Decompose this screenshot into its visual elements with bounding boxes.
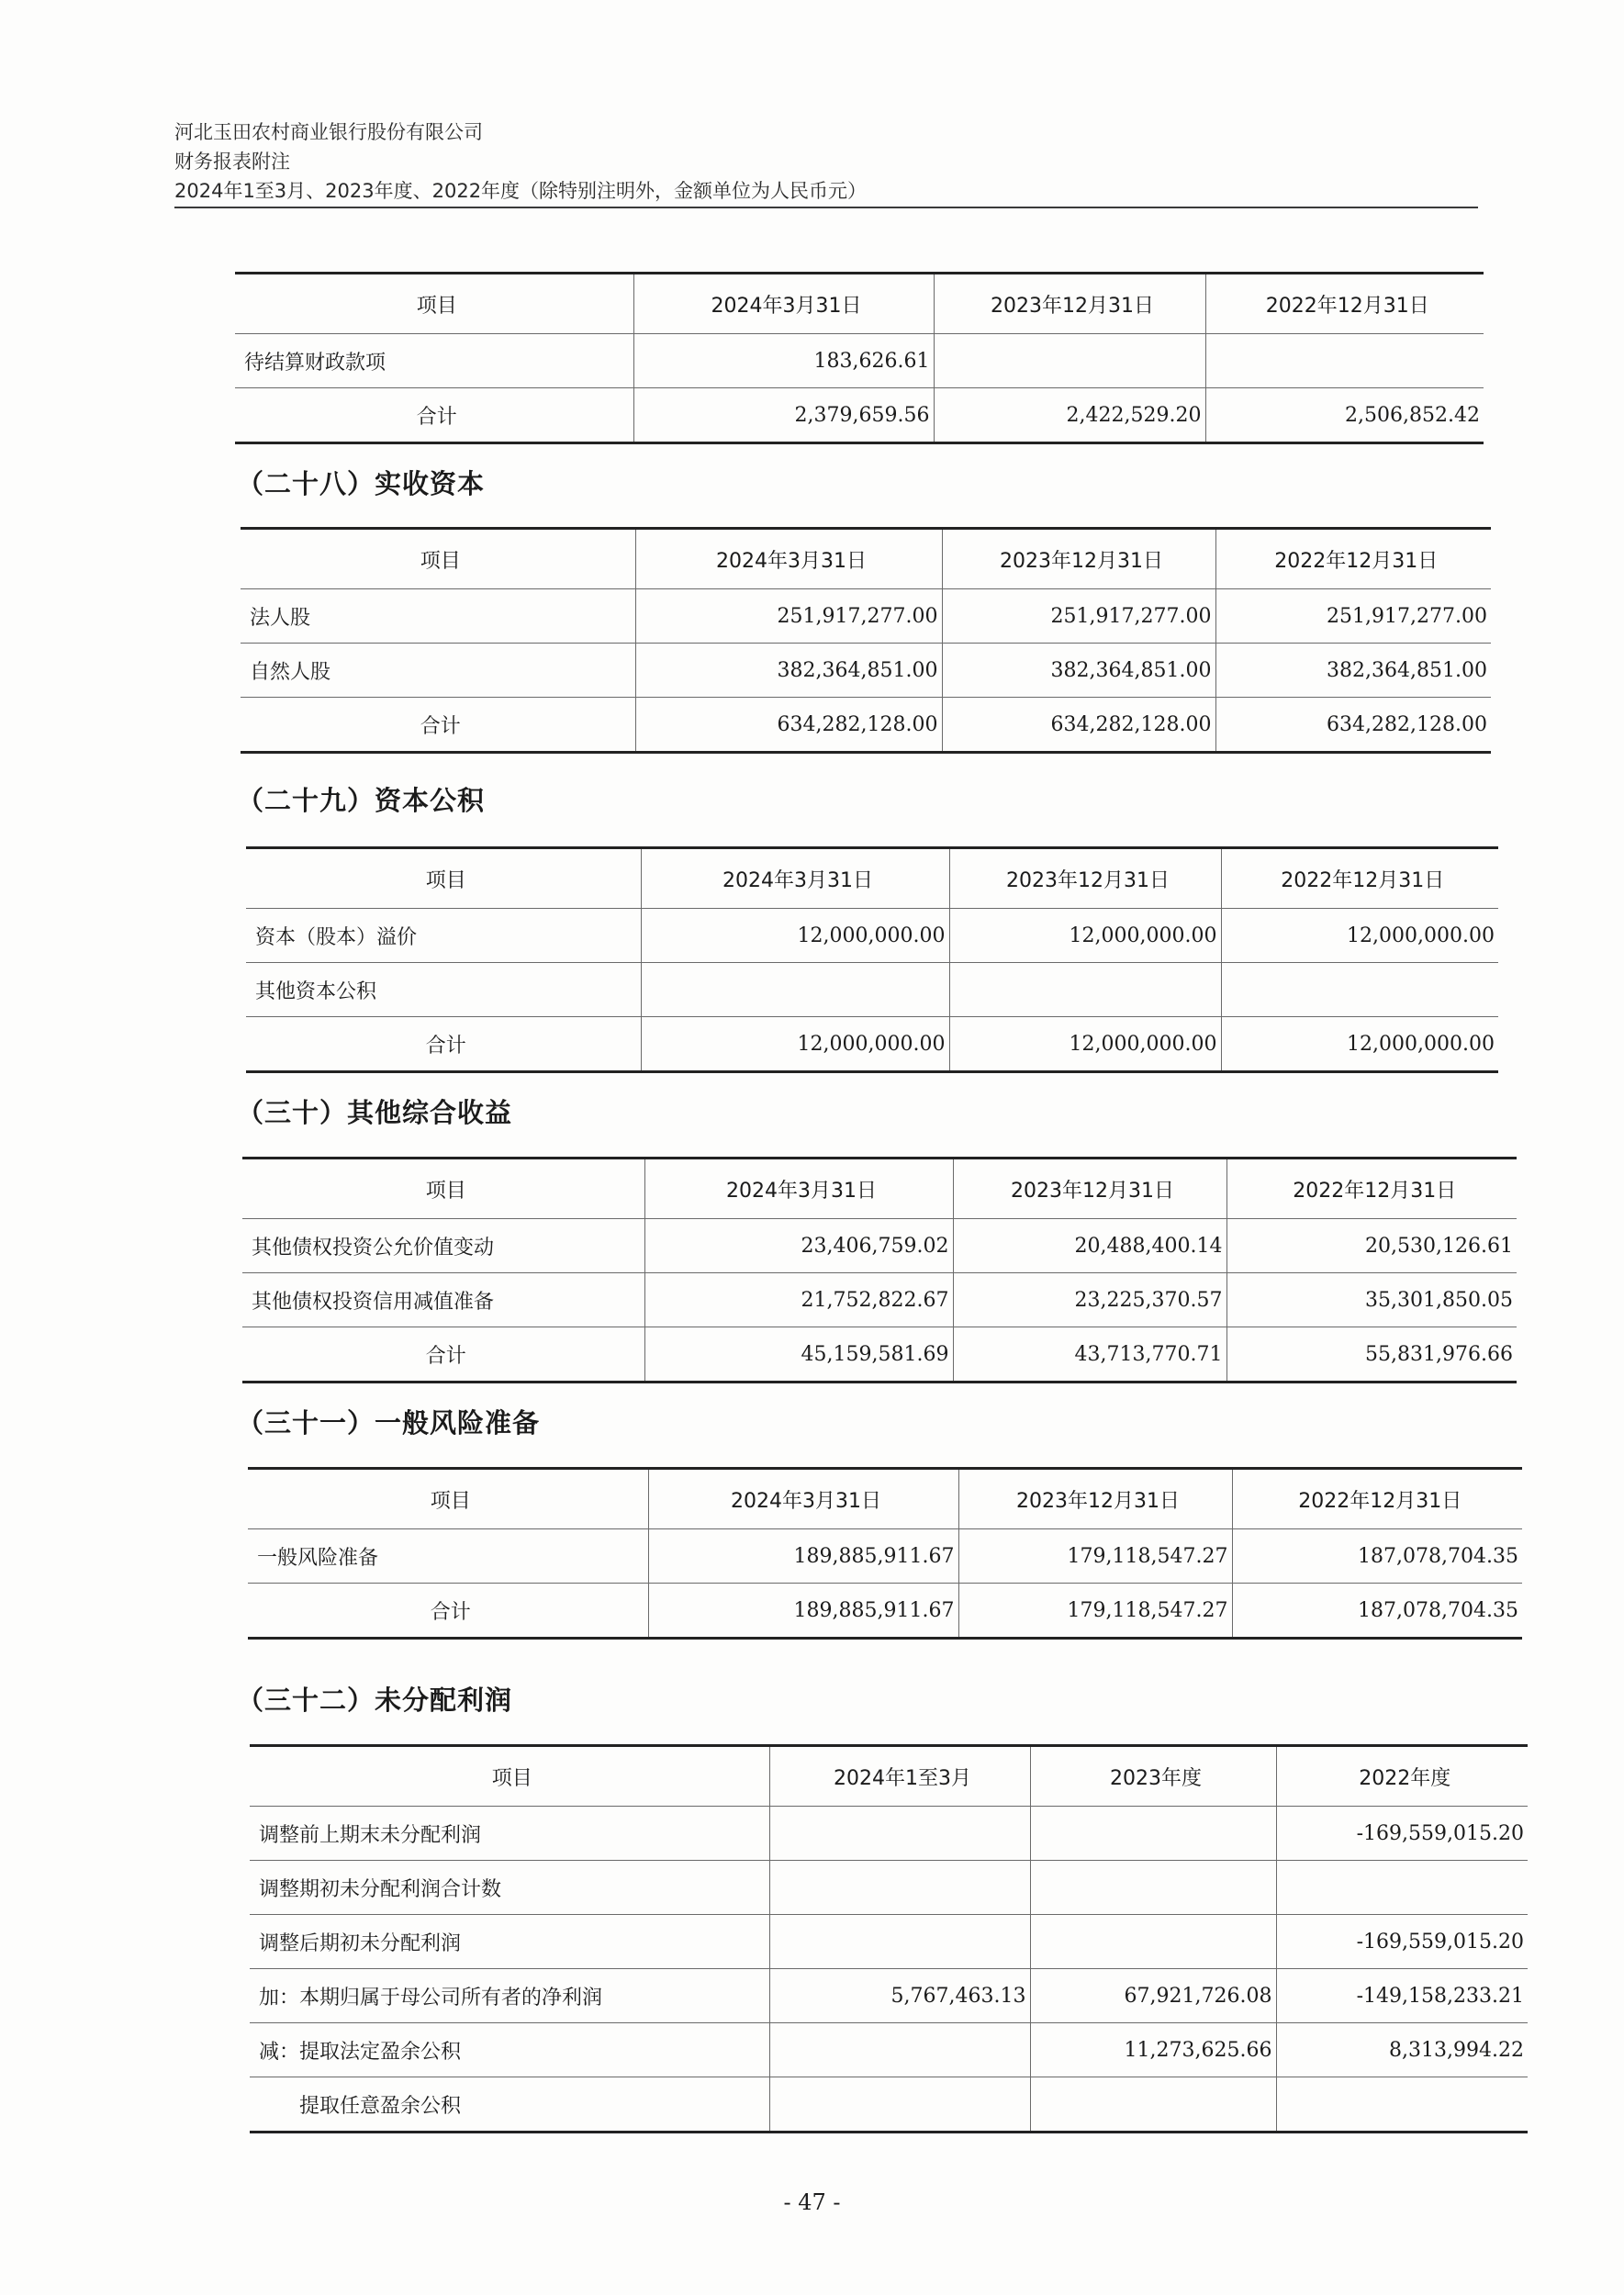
- amount-cell: [949, 963, 1221, 1017]
- column-header: 2023年12月31日: [949, 848, 1221, 909]
- table-row: [241, 644, 1491, 698]
- capital-reserve-table: [246, 846, 1498, 1073]
- row-label: 调整前上期末未分配利润: [250, 1807, 769, 1861]
- row-label: 自然人股: [241, 644, 635, 698]
- amount-cell: [1221, 963, 1498, 1017]
- amount-cell: 12,000,000.00: [641, 1017, 949, 1072]
- amount-cell: 55,831,976.66: [1226, 1327, 1517, 1383]
- amount-cell: 11,273,625.66: [1030, 2023, 1276, 2077]
- amount-cell: [769, 2023, 1030, 2077]
- row-label: 其他债权投资公允价值变动: [242, 1219, 644, 1273]
- paid-in-capital-table: [241, 527, 1491, 754]
- amount-cell: 45,159,581.69: [644, 1327, 953, 1383]
- column-header: 2023年12月31日: [958, 1469, 1232, 1529]
- amount-cell: 187,078,704.35: [1232, 1529, 1522, 1584]
- column-header: 项目: [246, 848, 641, 909]
- page-number: - 47 -: [783, 2189, 841, 2215]
- amount-cell: 189,885,911.67: [648, 1584, 958, 1639]
- amount-cell: 5,767,463.13: [769, 1969, 1030, 2023]
- amount-cell: 179,118,547.27: [958, 1529, 1232, 1584]
- column-header: 2023年12月31日: [953, 1159, 1226, 1219]
- row-label: 法人股: [241, 589, 635, 644]
- amount-cell: [1030, 2077, 1276, 2133]
- table-row: [235, 334, 1484, 388]
- table-row: [248, 1529, 1522, 1584]
- amount-cell: 12,000,000.00: [1221, 909, 1498, 963]
- column-header: 项目: [242, 1159, 644, 1219]
- amount-cell: [1276, 2077, 1528, 2133]
- header-row: [250, 1746, 1528, 1807]
- table-row: [242, 1219, 1517, 1273]
- page-header: [174, 118, 867, 206]
- amount-cell: 189,885,911.67: [648, 1529, 958, 1584]
- amount-cell: 2,422,529.20: [934, 388, 1205, 443]
- amount-cell: 634,282,128.00: [635, 698, 942, 753]
- total-row: [242, 1327, 1517, 1383]
- general-risk-reserve-table: [248, 1467, 1522, 1640]
- amount-cell: 251,917,277.00: [635, 589, 942, 644]
- amount-cell: 251,917,277.00: [1215, 589, 1491, 644]
- amount-cell: 21,752,822.67: [644, 1273, 953, 1327]
- column-header: 2023年度: [1030, 1746, 1276, 1807]
- amount-cell: [1030, 1915, 1276, 1969]
- row-label: 合计: [246, 1017, 641, 1072]
- header-row: [235, 274, 1484, 334]
- column-header: 2024年3月31日: [641, 848, 949, 909]
- amount-cell: [769, 1807, 1030, 1861]
- continued-table: [235, 272, 1484, 444]
- document-title: 财务报表附注: [174, 151, 290, 173]
- amount-cell: 35,301,850.05: [1226, 1273, 1517, 1327]
- amount-cell: 20,530,126.61: [1226, 1219, 1517, 1273]
- table-row: [241, 589, 1491, 644]
- amount-cell: 2,506,852.42: [1205, 388, 1484, 443]
- amount-cell: 43,713,770.71: [953, 1327, 1226, 1383]
- section-title: （三十二）未分配利润: [237, 1685, 513, 1716]
- column-header: 2024年3月31日: [644, 1159, 953, 1219]
- amount-cell: 382,364,851.00: [635, 644, 942, 698]
- other-comprehensive-income-table: [242, 1157, 1517, 1383]
- row-label: 合计: [242, 1327, 644, 1383]
- section-title: （二十九）资本公积: [237, 785, 486, 816]
- amount-cell: 251,917,277.00: [942, 589, 1215, 644]
- table-row: [246, 963, 1498, 1017]
- table-row: [250, 2077, 1528, 2133]
- header-divider: [174, 207, 1478, 208]
- section-title: （三十一）一般风险准备: [237, 1407, 541, 1439]
- amount-cell: [1276, 1861, 1528, 1915]
- header-row: [248, 1469, 1522, 1529]
- row-label: 减：提取法定盈余公积: [250, 2023, 769, 2077]
- header-row: [246, 848, 1498, 909]
- amount-cell: 183,626.61: [633, 334, 934, 388]
- row-label: 加：本期归属于母公司所有者的净利润: [250, 1969, 769, 2023]
- amount-cell: 12,000,000.00: [641, 909, 949, 963]
- column-header: 2024年3月31日: [635, 529, 942, 589]
- row-label: 合计: [235, 388, 633, 443]
- undistributed-profit-table: [250, 1744, 1528, 2133]
- amount-cell: 382,364,851.00: [942, 644, 1215, 698]
- column-header: 项目: [248, 1469, 648, 1529]
- row-label: 待结算财政款项: [235, 334, 633, 388]
- column-header: 2022年12月31日: [1226, 1159, 1517, 1219]
- amount-cell: [934, 334, 1205, 388]
- total-row: [235, 388, 1484, 443]
- amount-cell: 12,000,000.00: [1221, 1017, 1498, 1072]
- table-row: [250, 1969, 1528, 2023]
- amount-cell: 187,078,704.35: [1232, 1584, 1522, 1639]
- table-row: [250, 1915, 1528, 1969]
- row-label: 调整期初未分配利润合计数: [250, 1861, 769, 1915]
- column-header: 2024年3月31日: [648, 1469, 958, 1529]
- amount-cell: 23,406,759.02: [644, 1219, 953, 1273]
- header-row: [241, 529, 1491, 589]
- amount-cell: [1030, 1861, 1276, 1915]
- column-header: 项目: [235, 274, 633, 334]
- company-name: 河北玉田农村商业银行股份有限公司: [174, 121, 483, 143]
- row-label: 提取任意盈余公积: [250, 2077, 769, 2133]
- column-header: 2024年3月31日: [633, 274, 934, 334]
- total-row: [241, 698, 1491, 753]
- amount-cell: 12,000,000.00: [949, 1017, 1221, 1072]
- amount-cell: -149,158,233.21: [1276, 1969, 1528, 2023]
- column-header: 2022年12月31日: [1232, 1469, 1522, 1529]
- period-note: 2024年1至3月、2023年度、2022年度（除特别注明外，金额单位为人民币元）: [174, 180, 868, 202]
- section-title: （二十八）实收资本: [237, 468, 486, 499]
- amount-cell: 2,379,659.56: [633, 388, 934, 443]
- amount-cell: 634,282,128.00: [1215, 698, 1491, 753]
- row-label: 一般风险准备: [248, 1529, 648, 1584]
- row-label: 其他债权投资信用减值准备: [242, 1273, 644, 1327]
- amount-cell: [769, 1915, 1030, 1969]
- amount-cell: -169,559,015.20: [1276, 1915, 1528, 1969]
- row-label: 合计: [241, 698, 635, 753]
- amount-cell: 8,313,994.22: [1276, 2023, 1528, 2077]
- header-row: [242, 1159, 1517, 1219]
- amount-cell: 382,364,851.00: [1215, 644, 1491, 698]
- amount-cell: 67,921,726.08: [1030, 1969, 1276, 2023]
- column-header: 2022年12月31日: [1205, 274, 1484, 334]
- column-header: 2023年12月31日: [942, 529, 1215, 589]
- column-header: 项目: [241, 529, 635, 589]
- amount-cell: 179,118,547.27: [958, 1584, 1232, 1639]
- table-row: [250, 1861, 1528, 1915]
- amount-cell: [1205, 334, 1484, 388]
- column-header: 2024年1至3月: [769, 1746, 1030, 1807]
- row-label: 其他资本公积: [246, 963, 641, 1017]
- amount-cell: [641, 963, 949, 1017]
- section-title: （三十）其他综合收益: [237, 1097, 513, 1128]
- amount-cell: -169,559,015.20: [1276, 1807, 1528, 1861]
- column-header: 2022年12月31日: [1221, 848, 1498, 909]
- amount-cell: 20,488,400.14: [953, 1219, 1226, 1273]
- row-label: 调整后期初未分配利润: [250, 1915, 769, 1969]
- table-row: [246, 909, 1498, 963]
- column-header: 2023年12月31日: [934, 274, 1205, 334]
- amount-cell: [1030, 1807, 1276, 1861]
- table-row: [250, 2023, 1528, 2077]
- row-label: 资本（股本）溢价: [246, 909, 641, 963]
- column-header: 2022年度: [1276, 1746, 1528, 1807]
- total-row: [246, 1017, 1498, 1072]
- row-label: 合计: [248, 1584, 648, 1639]
- total-row: [248, 1584, 1522, 1639]
- column-header: 2022年12月31日: [1215, 529, 1491, 589]
- amount-cell: 23,225,370.57: [953, 1273, 1226, 1327]
- amount-cell: 12,000,000.00: [949, 909, 1221, 963]
- table-row: [250, 1807, 1528, 1861]
- amount-cell: [769, 2077, 1030, 2133]
- column-header: 项目: [250, 1746, 769, 1807]
- amount-cell: [769, 1861, 1030, 1915]
- amount-cell: 634,282,128.00: [942, 698, 1215, 753]
- table-row: [242, 1273, 1517, 1327]
